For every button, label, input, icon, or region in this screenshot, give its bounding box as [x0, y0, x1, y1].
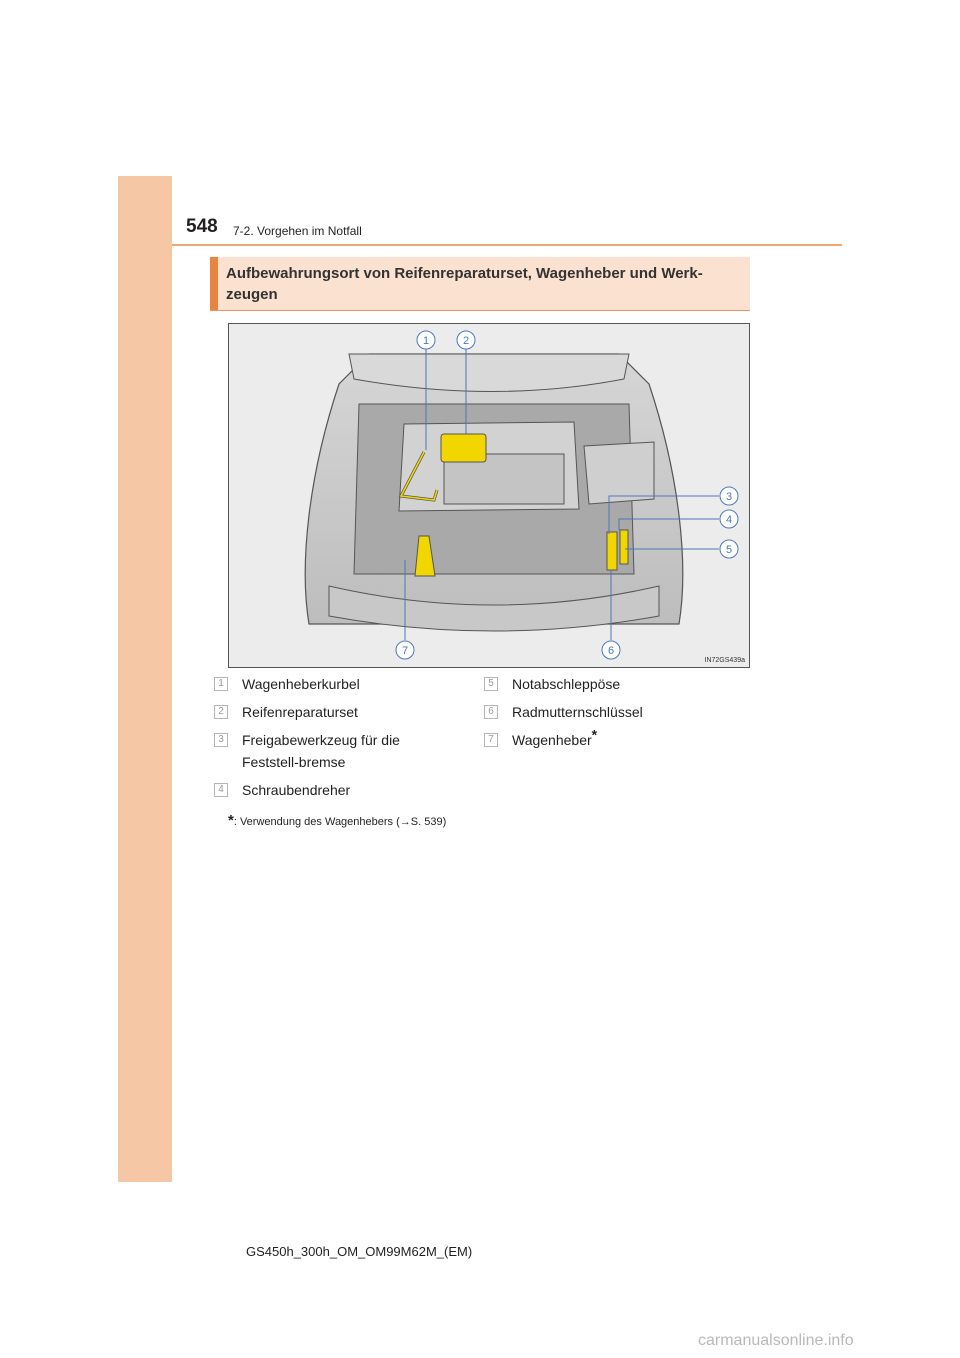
header-rule [172, 244, 842, 246]
callout-7: 7 [401, 645, 409, 657]
legend-number: 7 [484, 733, 498, 747]
section-heading-box [210, 257, 750, 311]
callout-2: 2 [462, 335, 470, 347]
legend-number: 5 [484, 677, 498, 691]
callout-3: 3 [725, 491, 733, 503]
legend-label: Freigabewerkzeug für die Feststell-bremse [242, 732, 400, 770]
trunk-illustration [228, 323, 750, 668]
footnote [228, 812, 446, 829]
callout-5: 5 [725, 544, 733, 556]
legend-label: Wagenheberkurbel [242, 676, 360, 692]
legend-label: Radmutternschlüssel [512, 704, 643, 720]
callout-1: 1 [422, 335, 430, 347]
footnote-star: * [228, 812, 234, 829]
figure-code: IN72GS439a [704, 657, 745, 664]
legend-number: 6 [484, 705, 498, 719]
legend-number: 2 [214, 705, 228, 719]
tire-repair-kit-shape [441, 434, 486, 462]
page-number: 548 [186, 216, 218, 237]
side-band [118, 176, 172, 1182]
legend-number: 3 [214, 733, 228, 747]
section-heading-bar [210, 257, 218, 310]
legend-label: Reifenreparaturset [242, 704, 358, 720]
legend-number: 4 [214, 783, 228, 797]
legend-label [512, 726, 722, 751]
footnote-text: : Verwendung des Wagenhebers (→S. 539) [233, 816, 447, 828]
side-panel [584, 442, 654, 504]
legend-label-text: Wagenheber [512, 732, 592, 748]
running-head: 7-2. Vorgehen im Notfall [233, 224, 362, 238]
watermark: carmanualsonline.info [698, 1332, 854, 1349]
page-footer: GS450h_300h_OM_OM99M62M_(EM) [246, 1244, 473, 1259]
legend-star: * [591, 726, 598, 743]
legend-label: Schraubendreher [242, 782, 351, 798]
legend-label: Notabschleppöse [512, 676, 621, 692]
trunk-drawing [229, 324, 749, 667]
legend-number: 1 [214, 677, 228, 691]
wheel-nut-wrench-shape [607, 532, 617, 570]
tools-shape [620, 530, 628, 564]
callout-6: 6 [607, 645, 615, 657]
callout-4: 4 [725, 514, 733, 526]
section-title: Aufbewahrungsort von Reifenreparaturset, Wagenheber und Werk-zeugen [226, 265, 703, 303]
